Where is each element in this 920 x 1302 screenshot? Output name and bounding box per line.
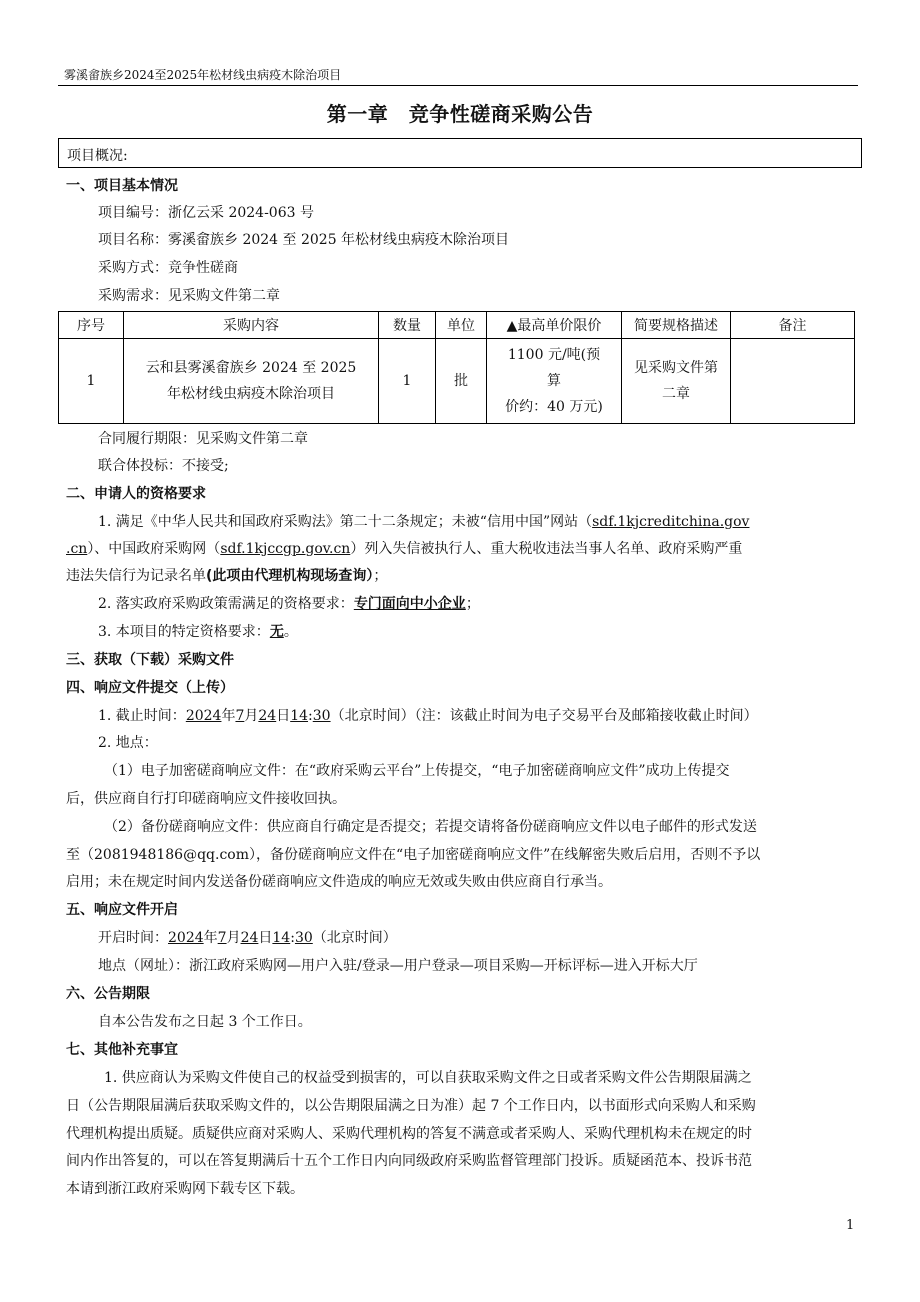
backup-submission-2: 至（2081948186@qq.com），备份磋商响应文件在“电子加密磋商响应文件”在线解密失败后启用，否则不予以 xyxy=(66,847,761,863)
supplementary-line-4: 间内作出答复的，可以在答复期满后十五个工作日内向同级政府采购监督管理部门投诉。质疑函范本、投诉书范 xyxy=(66,1153,752,1169)
content-line-2: 年松材线虫病疫木除治项目 xyxy=(167,386,335,402)
project-number: 项目编号：浙亿云采 2024-063 号 xyxy=(98,205,314,221)
col-header-no: 序号 xyxy=(59,312,124,339)
overview-box xyxy=(58,138,862,168)
supplementary-line-2: 日（公告期限届满后获取采购文件的，以公告期限届满之日为准）起 7 个工作日内，以书面形式向采购人和采购 xyxy=(66,1098,756,1114)
electronic-submission-2: 后，供应商自行打印磋商响应文件接收回执。 xyxy=(66,791,346,807)
electronic-submission-1: （1）电子加密磋商响应文件：在“政府采购云平台”上传提交，“电子加密磋商响应文件”成功上传提交 xyxy=(104,763,730,779)
supplementary-line-1: 1. 供应商认为采购文件使自己的权益受到损害的，可以自获取采购文件之日或者采购文件公告期限届满之 xyxy=(104,1070,752,1086)
opening-place: 地点（网址）：浙江政府采购网—用户入驻/登录—用户登录—项目采购—开标评标—进入开标大厅 xyxy=(98,958,698,974)
cell-content xyxy=(124,339,379,424)
price-line-3: 价约：40 万元) xyxy=(505,399,603,415)
backup-submission-3: 启用；未在规定时间内发送备份磋商响应文件造成的响应无效或失败由供应商自行承当。 xyxy=(66,874,612,890)
submission-location: 2. 地点： xyxy=(98,735,158,751)
section-4-heading: 四、响应文件提交（上传） xyxy=(66,680,234,696)
procurement-table xyxy=(58,311,855,424)
cell-no: 1 xyxy=(59,339,124,424)
cell-remark xyxy=(731,339,855,424)
consortium: 联合体投标：不接受; xyxy=(98,458,229,474)
table-header-row xyxy=(59,312,855,339)
table-row xyxy=(59,339,855,424)
overview-label: 项目概况: xyxy=(67,148,128,164)
section-3-heading: 三、获取（下载）采购文件 xyxy=(66,652,234,668)
submission-deadline: 1. 截止时间：2024年7月24日14:30（北京时间）（注：该截止时间为电子交易平台及邮箱接收截止时间） xyxy=(98,708,758,724)
qualification-3: 3. 本项目的特定资格要求：无。 xyxy=(98,624,298,640)
page-number: 1 xyxy=(846,1218,855,1233)
spec-line-2: 二章 xyxy=(662,386,690,402)
contract-period: 合同履行期限：见采购文件第二章 xyxy=(98,431,308,447)
col-header-spec: 简要规格描述 xyxy=(622,312,731,339)
cell-unit: 批 xyxy=(436,339,487,424)
cell-spec xyxy=(622,339,731,424)
opening-time: 开启时间：2024年7月24日14:30（北京时间） xyxy=(98,930,397,946)
procurement-demand: 采购需求：见采购文件第二章 xyxy=(98,288,280,304)
running-header: 雾溪畲族乡2024至2025年松材线虫病疫木除治项目 xyxy=(64,68,342,82)
project-name: 项目名称：雾溪畲族乡 2024 至 2025 年松材线虫病疫木除治项目 xyxy=(98,232,510,248)
spec-line-1: 见采购文件第 xyxy=(634,360,718,376)
credit-china-link-tail[interactable]: .cn xyxy=(66,541,88,557)
col-header-content: 采购内容 xyxy=(124,312,379,339)
chapter-title: 第一章 竞争性磋商采购公告 xyxy=(326,102,594,126)
backup-submission-1: （2）备份磋商响应文件：供应商自行确定是否提交；若提交请将备份磋商响应文件以电子邮件的形式发送 xyxy=(104,819,757,835)
section-6-heading: 六、公告期限 xyxy=(66,986,150,1002)
content-line-1: 云和县雾溪畲族乡 2024 至 2025 xyxy=(145,360,357,376)
section-7-heading: 七、其他补充事宜 xyxy=(66,1042,178,1058)
col-header-qty: 数量 xyxy=(379,312,436,339)
announcement-period: 自本公告发布之日起 3 个工作日。 xyxy=(98,1014,312,1030)
section-1-heading: 一、项目基本情况 xyxy=(66,178,178,194)
qualification-1-line-2: .cn）、中国政府采购网（sdf.1kjccgp.gov.cn）列入失信被执行人、重大税收违法当事人名单、政府采购严重 xyxy=(66,541,743,557)
supplementary-line-3: 代理机构提出质疑。质疑供应商对采购人、采购代理机构的答复不满意或者采购人、采购代理机构未在规定的时 xyxy=(66,1126,752,1142)
cell-qty: 1 xyxy=(379,339,436,424)
qualification-1-line-1: 1. 满足《中华人民共和国政府采购法》第二十二条规定；未被“信用中国”网站（sdf.1kjcreditchina.gov xyxy=(98,514,750,530)
ccgp-link[interactable]: sdf.1kjccgp.gov.cn xyxy=(220,541,351,557)
col-header-price: ▲最高单价限价 xyxy=(487,312,622,339)
supplementary-line-5: 本请到浙江政府采购网下载专区下载。 xyxy=(66,1181,304,1197)
section-5-heading: 五、响应文件开启 xyxy=(66,902,178,918)
section-2-heading: 二、申请人的资格要求 xyxy=(66,486,206,502)
procurement-method: 采购方式：竞争性磋商 xyxy=(98,260,238,276)
header-rule xyxy=(58,85,858,86)
qualification-1-line-3: 违法失信行为记录名单(此项由代理机构现场查询）； xyxy=(66,568,388,584)
col-header-unit: 单位 xyxy=(436,312,487,339)
price-line-1: 1100 元/吨(预 xyxy=(507,347,601,363)
col-header-remark: 备注 xyxy=(731,312,855,339)
qualification-2: 2. 落实政府采购政策需满足的资格要求：专门面向中小企业； xyxy=(98,596,480,612)
cell-price xyxy=(487,339,622,424)
price-line-2: 算 xyxy=(547,373,561,389)
credit-china-link[interactable]: sdf.1kjcreditchina.gov xyxy=(592,514,750,530)
